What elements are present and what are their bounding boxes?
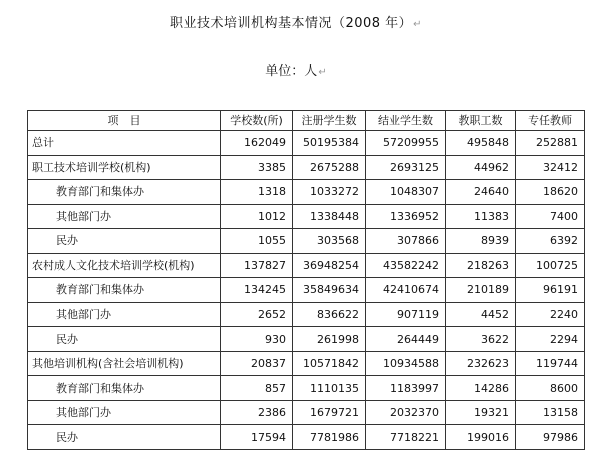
table-cell: 119744: [516, 351, 585, 376]
row-label: 其他培训机构(含社会培训机构): [28, 351, 221, 376]
row-label: 其他部门办: [28, 302, 221, 327]
table-row: [28, 180, 585, 205]
table-cell: 19321: [446, 400, 516, 425]
table-cell: 42410674: [366, 278, 446, 303]
table-cell: 199016: [446, 425, 516, 450]
row-label: 教育部门和集体办: [28, 376, 221, 401]
table-cell: 57209955: [366, 131, 446, 156]
table-cell: 100725: [516, 253, 585, 278]
row-label: 职工技术培训学校(机构): [28, 155, 221, 180]
row-label: 教育部门和集体办: [28, 278, 221, 303]
row-label: 民办: [28, 425, 221, 450]
table-cell: 2386: [221, 400, 293, 425]
table-cell: 8600: [516, 376, 585, 401]
table-row: [28, 376, 585, 401]
paragraph-mark-icon: ↵: [413, 19, 423, 30]
table-cell: 1183997: [366, 376, 446, 401]
table-cell: 3622: [446, 327, 516, 352]
table-cell: 7718221: [366, 425, 446, 450]
table-cell: 8939: [446, 229, 516, 254]
table-cell: 10934588: [366, 351, 446, 376]
table-cell: 17594: [221, 425, 293, 450]
table-row: [28, 229, 585, 254]
table-cell: 264449: [366, 327, 446, 352]
table-cell: 44962: [446, 155, 516, 180]
table-row: [28, 253, 585, 278]
table-cell: 32412: [516, 155, 585, 180]
table-cell: 210189: [446, 278, 516, 303]
unit-label: 单位：人: [265, 64, 318, 79]
table-cell: 232623: [446, 351, 516, 376]
column-header: 教职工数: [446, 111, 516, 131]
row-label: 其他部门办: [28, 204, 221, 229]
table-cell: 6392: [516, 229, 585, 254]
table-row: [28, 131, 585, 156]
table-cell: 1033272: [293, 180, 366, 205]
table-cell: 162049: [221, 131, 293, 156]
table-row: [28, 327, 585, 352]
table-cell: 35849634: [293, 278, 366, 303]
table-cell: 218263: [446, 253, 516, 278]
statistics-table: [27, 110, 585, 450]
table-cell: 36948254: [293, 253, 366, 278]
row-label: 教育部门和集体办: [28, 180, 221, 205]
paragraph-mark-icon: ↵: [318, 67, 327, 78]
title-text: 职业技术培训机构基本情况（2008 年）: [169, 16, 413, 31]
table-cell: 97986: [516, 425, 585, 450]
table-cell: 10571842: [293, 351, 366, 376]
document-title: [0, 12, 592, 31]
table-cell: 857: [221, 376, 293, 401]
row-label: 农村成人文化技术培训学校(机构): [28, 253, 221, 278]
table-cell: 14286: [446, 376, 516, 401]
table-cell: 1012: [221, 204, 293, 229]
table-header-row: [28, 111, 585, 131]
column-header: 注册学生数: [293, 111, 366, 131]
table-cell: 2652: [221, 302, 293, 327]
row-label: 民办: [28, 229, 221, 254]
table-cell: 18620: [516, 180, 585, 205]
table-cell: 2032370: [366, 400, 446, 425]
table-cell: 1338448: [293, 204, 366, 229]
row-label: 民办: [28, 327, 221, 352]
column-header: 项 目: [28, 111, 221, 131]
column-header: 专任教师: [516, 111, 585, 131]
row-label: 总计: [28, 131, 221, 156]
table-cell: 303568: [293, 229, 366, 254]
table-cell: 261998: [293, 327, 366, 352]
table-cell: 1679721: [293, 400, 366, 425]
table-cell: 20837: [221, 351, 293, 376]
table-cell: 2693125: [366, 155, 446, 180]
table-cell: 1318: [221, 180, 293, 205]
table-cell: 252881: [516, 131, 585, 156]
row-label: 其他部门办: [28, 400, 221, 425]
table-cell: 1048307: [366, 180, 446, 205]
table-row: [28, 400, 585, 425]
table-row: [28, 425, 585, 450]
table-row: [28, 278, 585, 303]
table-cell: 836622: [293, 302, 366, 327]
table-cell: 2675288: [293, 155, 366, 180]
table-cell: 907119: [366, 302, 446, 327]
table-cell: 1336952: [366, 204, 446, 229]
table-row: [28, 204, 585, 229]
table-row: [28, 155, 585, 180]
table-cell: 7781986: [293, 425, 366, 450]
table-cell: 495848: [446, 131, 516, 156]
table-cell: 24640: [446, 180, 516, 205]
column-header: 学校数(所): [221, 111, 293, 131]
table-cell: 50195384: [293, 131, 366, 156]
table-cell: 7400: [516, 204, 585, 229]
table-cell: 96191: [516, 278, 585, 303]
unit-line: [0, 60, 592, 79]
table-cell: 2240: [516, 302, 585, 327]
table-cell: 4452: [446, 302, 516, 327]
table-cell: 2294: [516, 327, 585, 352]
table-cell: 1110135: [293, 376, 366, 401]
column-header: 结业学生数: [366, 111, 446, 131]
table-cell: 3385: [221, 155, 293, 180]
table-cell: 1055: [221, 229, 293, 254]
table-cell: 930: [221, 327, 293, 352]
table-cell: 43582242: [366, 253, 446, 278]
table-row: [28, 302, 585, 327]
table-cell: 307866: [366, 229, 446, 254]
table-cell: 13158: [516, 400, 585, 425]
table-cell: 134245: [221, 278, 293, 303]
table-row: [28, 351, 585, 376]
table-cell: 137827: [221, 253, 293, 278]
table-cell: 11383: [446, 204, 516, 229]
